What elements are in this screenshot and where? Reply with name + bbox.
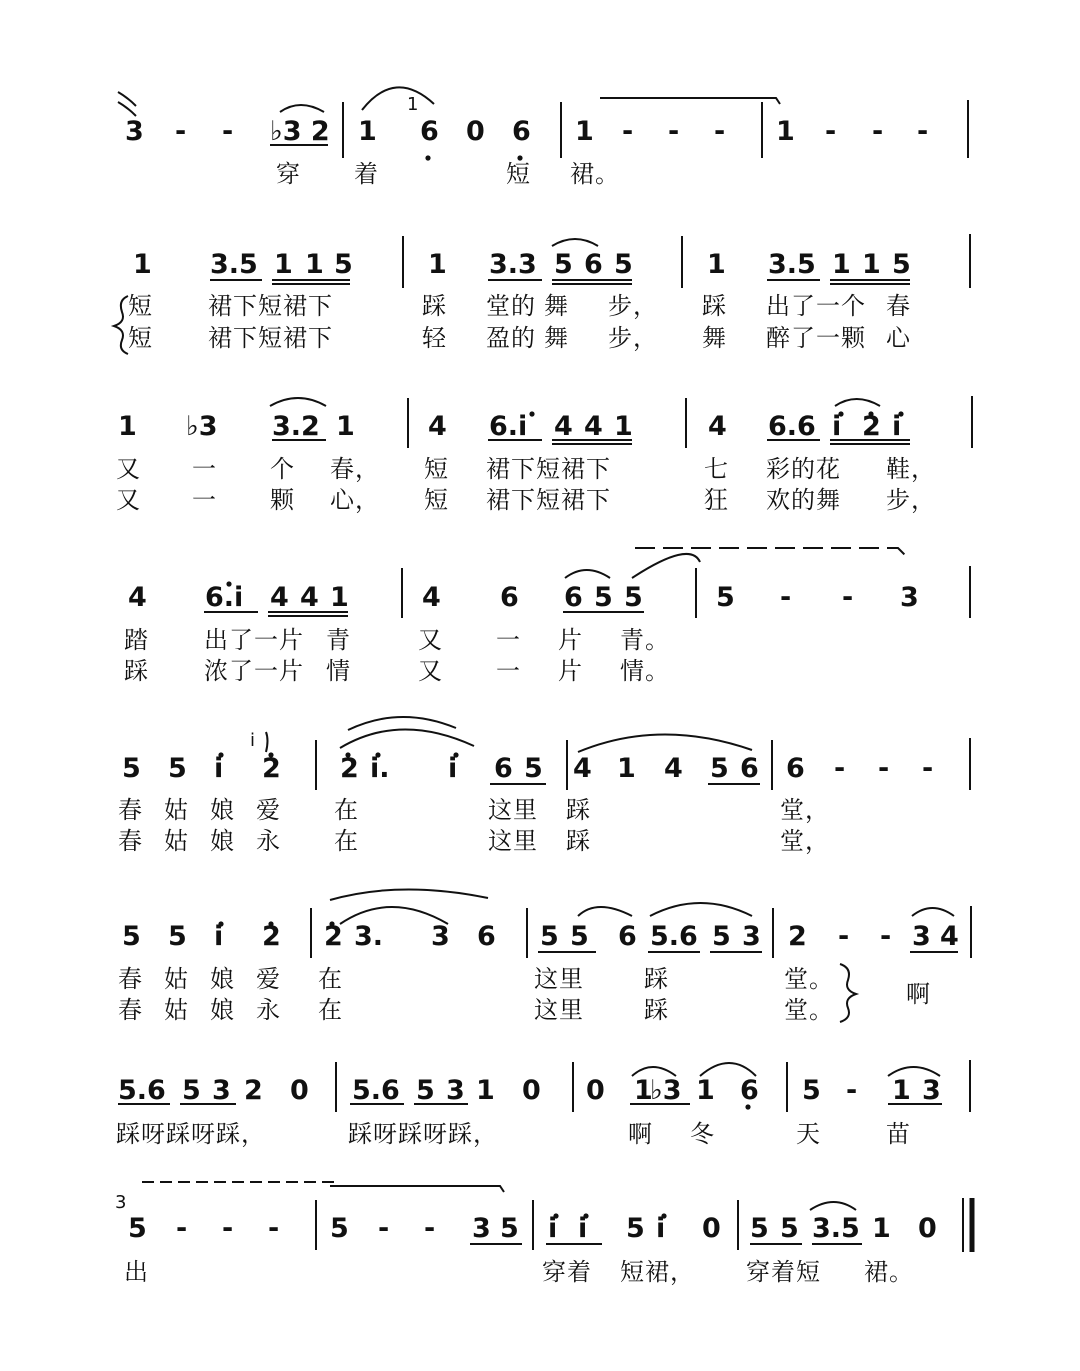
dash: - bbox=[917, 116, 929, 147]
lyric: 彩的花 bbox=[766, 455, 841, 483]
note: 6 bbox=[740, 753, 759, 784]
note: 5 bbox=[416, 1075, 435, 1106]
note: 1 bbox=[358, 116, 377, 147]
lyric: 狂 bbox=[704, 486, 729, 514]
note: 3.3 bbox=[489, 249, 537, 280]
note: 4 bbox=[708, 411, 727, 442]
lyric: 七 bbox=[704, 455, 729, 483]
note: 6 bbox=[420, 116, 439, 147]
note: 3. bbox=[354, 921, 384, 952]
lyric: 春 bbox=[118, 796, 143, 824]
lyric: 踩 bbox=[566, 827, 591, 855]
note: 3 bbox=[125, 116, 144, 147]
note: 5.6 bbox=[118, 1075, 166, 1106]
lyric: 片 bbox=[558, 626, 583, 654]
rest: 0 bbox=[466, 116, 485, 147]
note: 3 bbox=[446, 1075, 465, 1106]
dash: - bbox=[878, 753, 890, 784]
note: 1 bbox=[634, 1075, 653, 1106]
note: 1 bbox=[330, 582, 349, 613]
lyric: 冬 bbox=[690, 1120, 715, 1148]
rest: 0 bbox=[290, 1075, 309, 1106]
lyric: 姑 bbox=[164, 965, 189, 993]
lyric: 这里 bbox=[488, 796, 538, 824]
note: 5 bbox=[540, 921, 559, 952]
lyric: 青 bbox=[326, 626, 351, 654]
note: 1 bbox=[305, 249, 324, 280]
lyric: 裙下短裙下 bbox=[208, 324, 333, 352]
lyric: 舞 bbox=[544, 324, 569, 352]
dash: - bbox=[175, 116, 187, 147]
note: 5 bbox=[594, 582, 613, 613]
lyric: 短 bbox=[424, 455, 449, 483]
lyric: 堂， bbox=[780, 796, 830, 824]
lyric: 步， bbox=[886, 486, 936, 514]
lyric: 苗 bbox=[886, 1120, 911, 1148]
note: 6 bbox=[494, 753, 513, 784]
note: 2 bbox=[788, 921, 807, 952]
dash: - bbox=[880, 921, 892, 952]
note: 5 bbox=[122, 921, 141, 952]
note: 5 bbox=[500, 1213, 519, 1244]
note: 5.6 bbox=[352, 1075, 400, 1106]
lyric: 娘 bbox=[210, 796, 235, 824]
dash: - bbox=[825, 116, 837, 147]
lyric: 在 bbox=[318, 965, 343, 993]
lyric: 裙。 bbox=[864, 1258, 914, 1286]
note: 4 bbox=[573, 753, 592, 784]
lyric: 裙下短裙下 bbox=[486, 486, 611, 514]
lyric: 情 bbox=[326, 657, 351, 685]
dash: - bbox=[668, 116, 680, 147]
note: 5 bbox=[554, 249, 573, 280]
lyric: 踩 bbox=[422, 292, 447, 320]
note: 1 bbox=[133, 249, 152, 280]
lyric: 踩 bbox=[644, 965, 669, 993]
lyric: 短裙， bbox=[620, 1258, 695, 1286]
note: 5 bbox=[780, 1213, 799, 1244]
lyric: 短 bbox=[424, 486, 449, 514]
note: 2 bbox=[262, 921, 281, 952]
dash: - bbox=[714, 116, 726, 147]
note: ♭3 2 bbox=[270, 116, 330, 147]
dash: - bbox=[872, 116, 884, 147]
lyric: 短 bbox=[128, 292, 153, 320]
lyric: 踏 bbox=[124, 626, 149, 654]
lyric: 在 bbox=[334, 827, 359, 855]
note: 5 bbox=[716, 582, 735, 613]
lyric: 又 bbox=[116, 455, 141, 483]
dash: - bbox=[780, 582, 792, 613]
note: 1 bbox=[274, 249, 293, 280]
lyric: 踩 bbox=[702, 292, 727, 320]
lyric: 春 bbox=[118, 827, 143, 855]
note: 6 bbox=[500, 582, 519, 613]
lyric: 娘 bbox=[210, 996, 235, 1024]
note: i bbox=[578, 1213, 588, 1244]
lyric: 又 bbox=[418, 657, 443, 685]
note: i. bbox=[370, 753, 390, 784]
note: 5 bbox=[182, 1075, 201, 1106]
lyric: 穿着短 bbox=[746, 1258, 821, 1286]
note: 5 bbox=[892, 249, 911, 280]
note: i bbox=[448, 753, 458, 784]
note: 2 bbox=[862, 411, 881, 442]
lyric: 娘 bbox=[210, 827, 235, 855]
note: 1 bbox=[696, 1075, 715, 1106]
dash: - bbox=[846, 1075, 858, 1106]
note: 3 bbox=[431, 921, 450, 952]
dash: - bbox=[176, 1213, 188, 1244]
note: 5 bbox=[122, 753, 141, 784]
lyric: 一 bbox=[192, 455, 217, 483]
note: 5 bbox=[524, 753, 543, 784]
note: 5 bbox=[624, 582, 643, 613]
note: 1 bbox=[476, 1075, 495, 1106]
note: 5 bbox=[128, 1213, 147, 1244]
note: 6 bbox=[477, 921, 496, 952]
note: 5.6 bbox=[650, 921, 698, 952]
dash: - bbox=[838, 921, 850, 952]
note: 6 bbox=[786, 753, 805, 784]
lyric: 堂。 bbox=[784, 965, 834, 993]
note: 3 bbox=[212, 1075, 231, 1106]
note: 5 bbox=[330, 1213, 349, 1244]
lyric: 青。 bbox=[620, 626, 670, 654]
lyric: 踩呀踩呀踩， bbox=[348, 1120, 498, 1148]
note: ♭3 bbox=[650, 1075, 682, 1106]
note: 6 bbox=[564, 582, 583, 613]
note: 5 bbox=[712, 921, 731, 952]
note: 4 bbox=[270, 582, 289, 613]
lyric: 心 bbox=[886, 324, 911, 352]
lyric: 一 bbox=[192, 486, 217, 514]
lyric: 春 bbox=[118, 965, 143, 993]
note: 5 bbox=[802, 1075, 821, 1106]
rest: 0 bbox=[702, 1213, 721, 1244]
note: 6 bbox=[618, 921, 637, 952]
note: 1 bbox=[118, 411, 137, 442]
note: 4 bbox=[584, 411, 603, 442]
note: 4 bbox=[300, 582, 319, 613]
note: 1 bbox=[832, 249, 851, 280]
lyric: 裙下短裙下 bbox=[208, 292, 333, 320]
dash: - bbox=[222, 116, 234, 147]
lyric: 情。 bbox=[620, 657, 670, 685]
lyric: 个 bbox=[270, 455, 295, 483]
lyric: 踩 bbox=[566, 796, 591, 824]
lyric: 又 bbox=[116, 486, 141, 514]
lyric: 片 bbox=[558, 657, 583, 685]
lyric: 踩 bbox=[644, 996, 669, 1024]
dash: - bbox=[842, 582, 854, 613]
lyric: 爱 bbox=[256, 965, 281, 993]
lyric: 步， bbox=[608, 324, 658, 352]
note: 3.5 bbox=[210, 249, 258, 280]
lyric: 短 bbox=[506, 160, 531, 188]
rest: 0 bbox=[522, 1075, 541, 1106]
dash: - bbox=[378, 1213, 390, 1244]
lyric: 爱 bbox=[256, 796, 281, 824]
lyric: 春 bbox=[118, 996, 143, 1024]
note: 1 bbox=[617, 753, 636, 784]
note: 1 bbox=[707, 249, 726, 280]
note: 3.5 bbox=[812, 1213, 860, 1244]
rest: 0 bbox=[918, 1213, 937, 1244]
note: 2 bbox=[262, 753, 281, 784]
lyric: 裙。 bbox=[570, 160, 620, 188]
note: 6 bbox=[740, 1075, 759, 1106]
lyric: 堂。 bbox=[784, 996, 834, 1024]
note: 4 bbox=[554, 411, 573, 442]
grace-note: i bbox=[250, 730, 256, 751]
note: 4 bbox=[422, 582, 441, 613]
dash: - bbox=[834, 753, 846, 784]
note: 5 bbox=[168, 753, 187, 784]
note: 4 bbox=[664, 753, 683, 784]
note: 6.i bbox=[205, 582, 244, 613]
note: 6.i bbox=[489, 411, 528, 442]
note: 6.6 bbox=[768, 411, 816, 442]
note: ♭3 bbox=[186, 411, 218, 442]
dash: - bbox=[268, 1213, 280, 1244]
note: i bbox=[214, 753, 224, 784]
note: 4 bbox=[428, 411, 447, 442]
lyric: 踩 bbox=[124, 657, 149, 685]
note: 1 bbox=[862, 249, 881, 280]
note: 3.2 bbox=[272, 411, 320, 442]
rest: 0 bbox=[586, 1075, 605, 1106]
note: 3 bbox=[912, 921, 931, 952]
dash: - bbox=[622, 116, 634, 147]
lyric: 步， bbox=[608, 292, 658, 320]
lyric: 春 bbox=[886, 292, 911, 320]
lyric: 这里 bbox=[488, 827, 538, 855]
lyric: 堂的 bbox=[486, 292, 536, 320]
note: 5 bbox=[626, 1213, 645, 1244]
lyric: 出了一片 bbox=[204, 626, 304, 654]
lyric: 永 bbox=[256, 996, 281, 1024]
dash: - bbox=[222, 1213, 234, 1244]
note: 5 bbox=[750, 1213, 769, 1244]
lyric: 舞 bbox=[702, 324, 727, 352]
lyric: 堂， bbox=[780, 827, 830, 855]
note: 6 bbox=[584, 249, 603, 280]
lyric: 天 bbox=[796, 1120, 821, 1148]
lyric: 在 bbox=[334, 796, 359, 824]
lyric: 浓了一片 bbox=[204, 657, 304, 685]
note: 4 bbox=[940, 921, 959, 952]
lyric: 欢的舞 bbox=[766, 486, 841, 514]
note: 1 bbox=[336, 411, 355, 442]
lyric: 这里 bbox=[534, 996, 584, 1024]
note: 5 bbox=[570, 921, 589, 952]
lyric: 姑 bbox=[164, 796, 189, 824]
lyric: 鞋， bbox=[886, 455, 936, 483]
lyric: 姑 bbox=[164, 996, 189, 1024]
note: 1 bbox=[614, 411, 633, 442]
lyric: 裙下短裙下 bbox=[486, 455, 611, 483]
lyric: 轻 bbox=[422, 324, 447, 352]
lyric: 舞 bbox=[544, 292, 569, 320]
note: i bbox=[548, 1213, 558, 1244]
lyric: 心， bbox=[330, 486, 380, 514]
note: i bbox=[656, 1213, 666, 1244]
lyric: 着 bbox=[354, 160, 379, 188]
lyric: 娘 bbox=[210, 965, 235, 993]
note: 3 bbox=[472, 1213, 491, 1244]
note: 1 bbox=[776, 116, 795, 147]
grace-note: 1 bbox=[407, 94, 419, 115]
lyric: 姑 bbox=[164, 827, 189, 855]
note: 1 bbox=[872, 1213, 891, 1244]
lyric: 颗 bbox=[270, 486, 295, 514]
lyric: 穿着 bbox=[542, 1258, 592, 1286]
note: 5 bbox=[614, 249, 633, 280]
note: i bbox=[214, 921, 224, 952]
lyric: 出了一个 bbox=[766, 292, 866, 320]
note: 5 bbox=[168, 921, 187, 952]
lyric: 穿 bbox=[276, 160, 301, 188]
note: 6 bbox=[512, 116, 531, 147]
lyric: 出 bbox=[124, 1258, 149, 1286]
lyric: 在 bbox=[318, 996, 343, 1024]
note: 1 bbox=[428, 249, 447, 280]
lyric: 一 bbox=[496, 657, 521, 685]
lyric: 这里 bbox=[534, 965, 584, 993]
note: 2 bbox=[324, 921, 343, 952]
lyric: 啊 bbox=[906, 980, 931, 1008]
grace-note: 3 bbox=[115, 1192, 127, 1213]
note: 3.5 bbox=[768, 249, 816, 280]
dash: - bbox=[424, 1213, 436, 1244]
lyric: 醉了一颗 bbox=[766, 324, 866, 352]
note: 2 bbox=[340, 753, 359, 784]
note: i bbox=[892, 411, 902, 442]
note: i bbox=[832, 411, 842, 442]
note: 3 bbox=[900, 582, 919, 613]
note: 1 bbox=[892, 1075, 911, 1106]
note: 2 bbox=[244, 1075, 263, 1106]
lyric: 盈的 bbox=[486, 324, 536, 352]
note: 1 bbox=[575, 116, 594, 147]
lyric: 一 bbox=[496, 626, 521, 654]
lyric: 短 bbox=[128, 324, 153, 352]
lyric: 春， bbox=[330, 455, 380, 483]
note: 3 bbox=[742, 921, 761, 952]
note: 5 bbox=[334, 249, 353, 280]
note: 4 bbox=[128, 582, 147, 613]
note: 5 bbox=[710, 753, 729, 784]
lyric: 踩呀踩呀踩， bbox=[116, 1120, 266, 1148]
lyric: 啊 bbox=[628, 1120, 653, 1148]
note: 3 bbox=[922, 1075, 941, 1106]
lyric: 永 bbox=[256, 827, 281, 855]
dash: - bbox=[922, 753, 934, 784]
lyric: 又 bbox=[418, 626, 443, 654]
